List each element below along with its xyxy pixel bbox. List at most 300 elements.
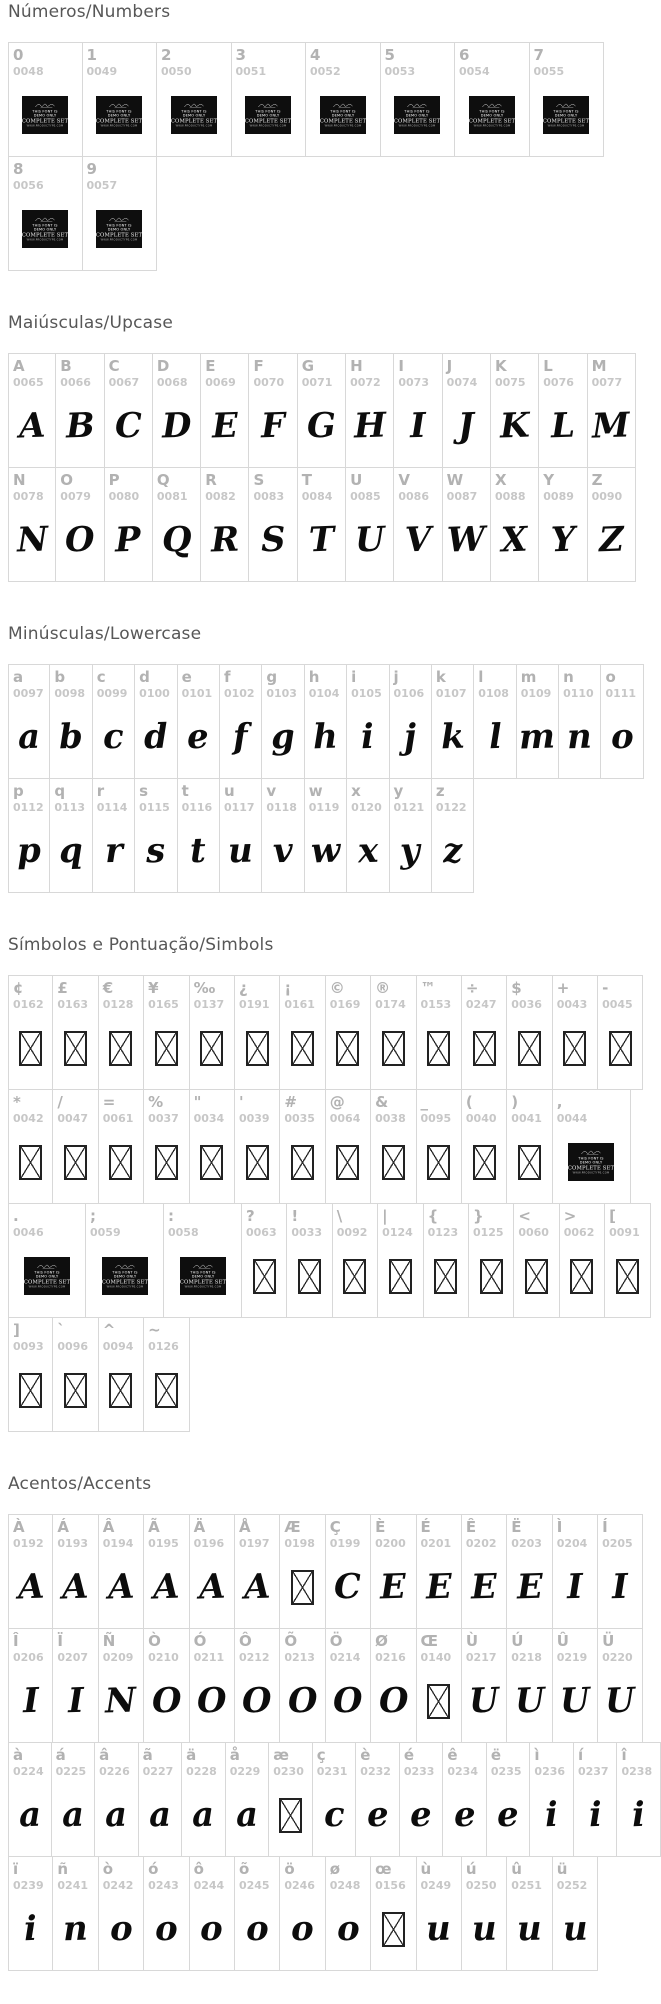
demo-watermark-content	[543, 103, 589, 128]
cell-unicode-code: 0052	[310, 65, 341, 78]
cell-unicode-code: 0081	[156, 490, 188, 503]
cell-character-label: å	[229, 1746, 240, 1764]
cell-unicode-code: 0083	[253, 490, 285, 503]
glyph-area	[284, 1125, 320, 1199]
cell-character-label: î	[621, 1746, 627, 1764]
glyph-letter: u	[471, 1908, 498, 1950]
cell-character-label: G	[301, 357, 315, 375]
demo-watermark-box	[543, 96, 589, 134]
glyph-letter: u	[227, 830, 254, 872]
glyph-cell-0107	[432, 664, 474, 779]
cell-character-label: ö	[284, 1860, 295, 1878]
glyph-cell-0194	[99, 1514, 144, 1629]
glyph-letter: G	[306, 405, 337, 447]
cell-character-label: ê	[447, 1746, 458, 1764]
cell-character-label: }	[472, 1207, 484, 1225]
demo-text-line: THIS FONT IS	[32, 109, 58, 114]
missing-glyph-icon	[253, 1259, 276, 1294]
cell-unicode-code: 0128	[102, 998, 134, 1011]
glyph-area	[360, 1778, 395, 1852]
glyph-area	[284, 1550, 320, 1624]
demo-text-line: THIS FONT IS	[255, 109, 281, 114]
glyph-area	[557, 1664, 593, 1738]
cell-unicode-code: 0125	[472, 1226, 504, 1239]
glyph-letter: P	[114, 519, 142, 561]
demo-text-line: THIS FONT IS	[330, 109, 356, 114]
glyph-area	[87, 192, 153, 266]
glyph-cell-0243	[144, 1856, 189, 1971]
cell-unicode-code: 0242	[102, 1879, 134, 1892]
section-title-lowercase: Minúsculas/Lowercase	[8, 624, 202, 644]
glyph-cell-0042	[8, 1089, 53, 1204]
glyph-cell-0082	[201, 467, 249, 582]
glyph-letter: D	[161, 405, 192, 447]
cell-unicode-code: 0114	[96, 801, 128, 814]
cell-character-label: {	[427, 1207, 439, 1225]
glyph-letter: c	[102, 716, 125, 758]
cell-unicode-code: 0244	[193, 1879, 225, 1892]
glyph-letter: o	[154, 1908, 179, 1950]
glyph-letter: s	[145, 830, 167, 872]
glyph-area	[13, 1664, 48, 1738]
glyph-area	[148, 1892, 184, 1966]
glyph-letter: i	[631, 1794, 646, 1836]
cell-unicode-code: 0034	[193, 1112, 225, 1125]
cell-unicode-code: 0227	[142, 1765, 174, 1778]
demo-text-line: THIS FONT IS	[479, 109, 505, 114]
cell-unicode-code: 0113	[54, 801, 86, 814]
cell-character-label: Á	[57, 1518, 69, 1536]
cell-unicode-code: 0238	[621, 1765, 653, 1778]
glyph-area	[57, 1011, 93, 1085]
glyph-letter: b	[58, 716, 84, 758]
glyph-cell-0203	[507, 1514, 552, 1629]
glyph-area	[266, 814, 299, 888]
glyph-area	[447, 1778, 482, 1852]
cell-unicode-code: 0212	[238, 1651, 270, 1664]
cell-character-label: W	[446, 471, 464, 489]
cell-character-label: N	[13, 471, 26, 489]
glyph-area	[330, 1125, 366, 1199]
cell-character-label: €	[102, 979, 114, 997]
cell-unicode-code: 0045	[602, 998, 633, 1011]
cell-character-label: Û	[556, 1632, 569, 1650]
cell-character-label: R	[205, 471, 217, 489]
cell-character-label: d	[139, 668, 150, 686]
demo-url-line: WWW.PRODUCTYPE.COM	[26, 238, 64, 242]
section-title-accents: Acentos/Accents	[8, 1474, 152, 1494]
glyph-area	[239, 1892, 275, 1966]
demo-complete-set-line: COMPLETE SET	[468, 117, 515, 124]
cell-unicode-code: 0088	[494, 490, 526, 503]
glyph-cell-0207	[53, 1628, 98, 1743]
demo-complete-set-line: COMPLETE SET	[394, 117, 441, 124]
cell-unicode-code: 0245	[238, 1879, 270, 1892]
glyph-cell-0044	[553, 1089, 631, 1204]
glyph-area	[557, 1011, 593, 1085]
glyph-area	[421, 1011, 457, 1085]
glyph-cell-0199	[326, 1514, 371, 1629]
glyph-area	[109, 389, 148, 463]
glyph-letter: m	[518, 716, 557, 758]
cell-character-label: o	[605, 668, 616, 686]
cell-character-label: Ë	[511, 1518, 522, 1536]
cell-character-label: é	[403, 1746, 415, 1764]
cell-unicode-code: 0068	[156, 376, 188, 389]
glyph-cell-0249	[417, 1856, 462, 1971]
glyph-area	[518, 1239, 554, 1313]
missing-glyph-icon	[518, 1145, 541, 1180]
glyph-area	[186, 1778, 221, 1852]
glyph-letter: N	[15, 519, 49, 561]
cell-unicode-code: 0106	[393, 687, 425, 700]
demo-url-line: WWW.PRODUCTYPE.COM	[398, 124, 436, 128]
glyph-area	[330, 1892, 366, 1966]
glyph-cell-0067	[105, 353, 153, 468]
demo-text-line: THIS FONT IS	[106, 109, 132, 114]
glyph-area	[351, 814, 384, 888]
glyph-cell-0115	[135, 778, 177, 893]
glyph-letter: e	[409, 1794, 433, 1836]
cell-character-label: ñ	[57, 1860, 69, 1878]
glyph-area	[194, 1550, 230, 1624]
glyph-area	[194, 1011, 230, 1085]
demo-url-line: WWW.PRODUCTYPE.COM	[106, 1285, 143, 1289]
glyph-letter: r	[103, 830, 124, 872]
cell-character-label: Ù	[465, 1632, 479, 1650]
cell-unicode-code: 0094	[102, 1340, 134, 1353]
missing-glyph-icon	[480, 1259, 503, 1294]
glyph-area	[557, 1550, 593, 1624]
glyph-area	[224, 814, 257, 888]
glyph-cell-0098	[50, 664, 92, 779]
glyph-cell-0041	[507, 1089, 552, 1204]
glyph-area	[621, 1778, 656, 1852]
missing-glyph-icon	[336, 1031, 359, 1066]
cell-unicode-code: 0193	[57, 1537, 89, 1550]
glyph-area	[56, 1778, 91, 1852]
cell-character-label: 4	[310, 46, 321, 64]
glyph-row	[8, 353, 661, 468]
cell-unicode-code: 0036	[511, 998, 542, 1011]
cell-character-label: Ô	[238, 1632, 252, 1650]
glyph-row	[8, 1089, 661, 1204]
glyph-letter: y	[399, 830, 421, 872]
cell-unicode-code: 0100	[139, 687, 170, 700]
cell-unicode-code: 0195	[148, 1537, 179, 1550]
glyph-letter: a	[104, 1794, 129, 1836]
missing-glyph-icon	[616, 1259, 639, 1294]
glyph-letter: L	[550, 405, 576, 447]
glyph-cell-0109	[517, 664, 559, 779]
glyph-letter: V	[404, 519, 432, 561]
glyph-area	[239, 1664, 275, 1738]
glyph-cell-0128	[99, 975, 144, 1090]
glyph-letter: v	[272, 830, 294, 872]
cell-character-label: D	[156, 357, 170, 375]
glyph-area	[466, 1892, 502, 1966]
cell-unicode-code: 0162	[13, 998, 44, 1011]
cell-unicode-code: 0216	[375, 1651, 406, 1664]
glyph-cell-0246	[280, 1856, 325, 1971]
cell-unicode-code: 0210	[148, 1651, 179, 1664]
glyph-cell-0076	[539, 353, 587, 468]
glyph-letter: U	[513, 1680, 546, 1722]
cell-character-label: Â	[102, 1518, 115, 1536]
cell-unicode-code: 0165	[148, 998, 179, 1011]
glyph-cell-0043	[553, 975, 598, 1090]
glyph-area	[239, 1125, 275, 1199]
demo-complete-set-line: COMPLETE SET	[22, 231, 69, 238]
cell-unicode-code: 0097	[13, 687, 44, 700]
glyph-letter: C	[114, 405, 143, 447]
glyph-cell-0035	[280, 1089, 325, 1204]
cell-unicode-code: 0103	[266, 687, 297, 700]
glyph-area	[284, 1011, 320, 1085]
cell-unicode-code: 0056	[13, 179, 44, 192]
glyph-cell-0105	[347, 664, 389, 779]
glyph-area	[143, 1778, 178, 1852]
cell-character-label: Ü	[602, 1632, 615, 1650]
foundry-signature-logo-icon	[108, 103, 130, 110]
glyph-area	[103, 1125, 139, 1199]
demo-text-line: THIS FONT IS	[578, 1156, 604, 1161]
glyph-area	[310, 78, 376, 152]
glyph-cell-0049	[83, 42, 158, 157]
cell-character-label: \	[336, 1207, 343, 1225]
cell-character-label: Y	[543, 471, 555, 489]
cell-character-label: Î	[13, 1632, 19, 1650]
glyph-area	[511, 1892, 547, 1966]
glyph-letter: k	[440, 716, 466, 758]
missing-glyph-icon	[155, 1373, 178, 1408]
cell-character-label: Q	[156, 471, 170, 489]
cell-character-label: !	[291, 1207, 299, 1225]
glyph-area	[421, 1550, 457, 1624]
section-title-upcase: Maiúsculas/Upcase	[8, 313, 173, 333]
demo-watermark-content	[102, 1264, 148, 1289]
cell-unicode-code: 0033	[291, 1226, 323, 1239]
cell-character-label: ü	[556, 1860, 568, 1878]
glyph-letter: h	[312, 716, 339, 758]
glyph-cell-0198	[280, 1514, 325, 1629]
glyph-area	[382, 1239, 418, 1313]
demo-watermark-content	[171, 103, 217, 128]
glyph-cell-0070	[249, 353, 297, 468]
glyph-area	[309, 700, 342, 774]
cell-unicode-code: 0217	[465, 1651, 497, 1664]
cell-unicode-code: 0236	[534, 1765, 566, 1778]
glyph-cell-0069	[201, 353, 249, 468]
glyph-area	[302, 389, 341, 463]
glyph-area	[273, 1778, 308, 1852]
glyph-cell-0124	[378, 1203, 423, 1318]
cell-character-label: ë	[490, 1746, 502, 1764]
glyph-cell-0093	[8, 1317, 53, 1432]
demo-complete-set-line: COMPLETE SET	[170, 117, 217, 124]
glyph-area	[602, 1664, 638, 1738]
glyph-cell-0119	[305, 778, 347, 893]
cell-character-label: ù	[420, 1860, 432, 1878]
glyph-area	[284, 1892, 320, 1966]
demo-text-line: THIS FONT IS	[34, 1270, 60, 1275]
demo-watermark-box	[320, 96, 366, 134]
glyph-letter: d	[143, 716, 169, 758]
glyph-cell-0053	[381, 42, 456, 157]
cell-unicode-code: 0200	[375, 1537, 406, 1550]
cell-character-label: Œ	[420, 1632, 439, 1650]
cell-character-label: ï	[13, 1860, 19, 1878]
glyph-cell-0233	[400, 1742, 444, 1857]
glyph-area	[398, 389, 437, 463]
missing-glyph-icon	[291, 1570, 314, 1605]
cell-unicode-code: 0169	[329, 998, 361, 1011]
cell-character-label: f	[223, 668, 231, 686]
foundry-signature-logo-icon	[34, 103, 56, 110]
glyph-cell-0088	[491, 467, 539, 582]
demo-text-line: DEMO ONLY	[35, 1274, 59, 1279]
cell-character-label: ú	[465, 1860, 477, 1878]
glyph-cell-0237	[574, 1742, 618, 1857]
glyph-area	[103, 1011, 139, 1085]
glyph-cell-0074	[443, 353, 491, 468]
cell-character-label: à	[13, 1746, 24, 1764]
cell-character-label: ÷	[465, 979, 479, 997]
glyph-area	[239, 1550, 275, 1624]
glyph-cell-0056	[8, 156, 83, 271]
cell-character-label: t	[181, 782, 189, 800]
glyph-area	[194, 1664, 230, 1738]
demo-watermark-box	[469, 96, 515, 134]
cell-unicode-code: 0079	[60, 490, 91, 503]
glyph-letter: H	[352, 405, 387, 447]
glyph-area	[421, 1892, 457, 1966]
glyph-letter: Z	[598, 519, 625, 561]
glyph-cell-0169	[326, 975, 371, 1090]
cell-unicode-code: 0123	[427, 1226, 459, 1239]
glyph-cell-0051	[232, 42, 307, 157]
glyph-cell-0110	[559, 664, 601, 779]
cell-character-label: n	[563, 668, 574, 686]
demo-complete-set-line: COMPLETE SET	[568, 1164, 615, 1171]
cell-character-label: ]	[13, 1321, 20, 1339]
glyph-cell-0103	[262, 664, 304, 779]
section-title-symbols: Símbolos e Pontuação/Simbols	[8, 935, 274, 955]
glyph-area	[57, 1353, 93, 1427]
cell-unicode-code: 0196	[193, 1537, 225, 1550]
glyph-cell-0250	[462, 1856, 507, 1971]
glyph-letter: U	[559, 1680, 591, 1722]
demo-text-line: DEMO ONLY	[107, 113, 131, 118]
glyph-area	[148, 1353, 184, 1427]
cell-character-label: 1	[86, 46, 97, 64]
cell-unicode-code: 0126	[148, 1340, 179, 1353]
glyph-cell-0232	[356, 1742, 400, 1857]
glyph-cell-0140	[417, 1628, 462, 1743]
cell-unicode-code: 0203	[511, 1537, 542, 1550]
foundry-signature-logo-icon	[192, 1264, 214, 1271]
cell-unicode-code: 0161	[284, 998, 315, 1011]
cell-unicode-code: 0064	[329, 1112, 361, 1125]
demo-watermark-box	[102, 1257, 148, 1295]
glyph-cell-0216	[371, 1628, 416, 1743]
foundry-signature-logo-icon	[114, 1264, 136, 1271]
cell-unicode-code: 0140	[420, 1651, 452, 1664]
glyph-area	[466, 1664, 502, 1738]
cell-character-label: æ	[273, 1746, 289, 1764]
glyph-letter: O	[377, 1680, 409, 1722]
glyph-cell-0078	[8, 467, 56, 582]
cell-character-label: ¢	[13, 979, 24, 997]
cell-character-label: M	[591, 357, 607, 375]
cell-unicode-code: 0214	[329, 1651, 361, 1664]
cell-unicode-code: 0124	[382, 1226, 413, 1239]
glyph-row	[8, 778, 661, 893]
missing-glyph-icon	[64, 1145, 87, 1180]
glyph-cell-0209	[99, 1628, 144, 1743]
glyph-cell-0045	[598, 975, 643, 1090]
cell-character-label: ™	[420, 979, 436, 997]
cell-character-label: J	[446, 357, 453, 375]
glyph-cell-0191	[235, 975, 280, 1090]
glyph-cell-0204	[553, 1514, 598, 1629]
glyph-area	[317, 1778, 352, 1852]
glyph-cell-0090	[588, 467, 636, 582]
glyph-letter: A	[18, 405, 47, 447]
cell-character-label: .	[13, 1207, 19, 1225]
glyph-area	[205, 503, 244, 577]
glyph-area	[511, 1125, 547, 1199]
glyph-area	[13, 503, 51, 577]
missing-glyph-icon	[389, 1259, 412, 1294]
demo-watermark-content	[568, 1150, 614, 1175]
glyph-cell-0037	[144, 1089, 189, 1204]
glyph-area	[511, 1550, 547, 1624]
glyph-letter: n	[566, 716, 593, 758]
cell-unicode-code: 0063	[246, 1226, 277, 1239]
glyph-cell-0100	[135, 664, 177, 779]
foundry-signature-logo-icon	[36, 1264, 58, 1271]
glyph-cell-0039	[235, 1089, 280, 1204]
cell-character-label: ô	[193, 1860, 204, 1878]
cell-character-label: F	[253, 357, 264, 375]
glyph-letter: e	[496, 1794, 520, 1836]
font-character-map-page	[8, 2, 661, 1971]
glyph-area	[394, 814, 427, 888]
cell-character-label: 2	[161, 46, 172, 64]
glyph-area	[602, 1011, 638, 1085]
demo-text-line: DEMO ONLY	[191, 1274, 214, 1279]
glyph-area	[148, 1664, 184, 1738]
cell-unicode-code: 0054	[459, 65, 490, 78]
glyph-area	[57, 1125, 93, 1199]
demo-url-line: WWW.PRODUCTYPE.COM	[547, 124, 585, 128]
glyph-cell-0165	[144, 975, 189, 1090]
cell-character-label: è	[360, 1746, 371, 1764]
glyph-area	[103, 1550, 139, 1624]
cell-character-label: *	[13, 1093, 21, 1111]
missing-glyph-icon	[382, 1912, 405, 1947]
glyph-area	[495, 389, 534, 463]
foundry-signature-logo-icon	[580, 1150, 602, 1157]
demo-text-line: DEMO ONLY	[182, 113, 206, 118]
demo-url-line: WWW.PRODUCTYPE.COM	[28, 1285, 66, 1289]
missing-glyph-icon	[525, 1259, 548, 1294]
cell-character-label: h	[308, 668, 320, 686]
cell-character-label: <	[518, 1207, 531, 1225]
glyph-row	[8, 664, 661, 779]
cell-unicode-code: 0174	[375, 998, 406, 1011]
